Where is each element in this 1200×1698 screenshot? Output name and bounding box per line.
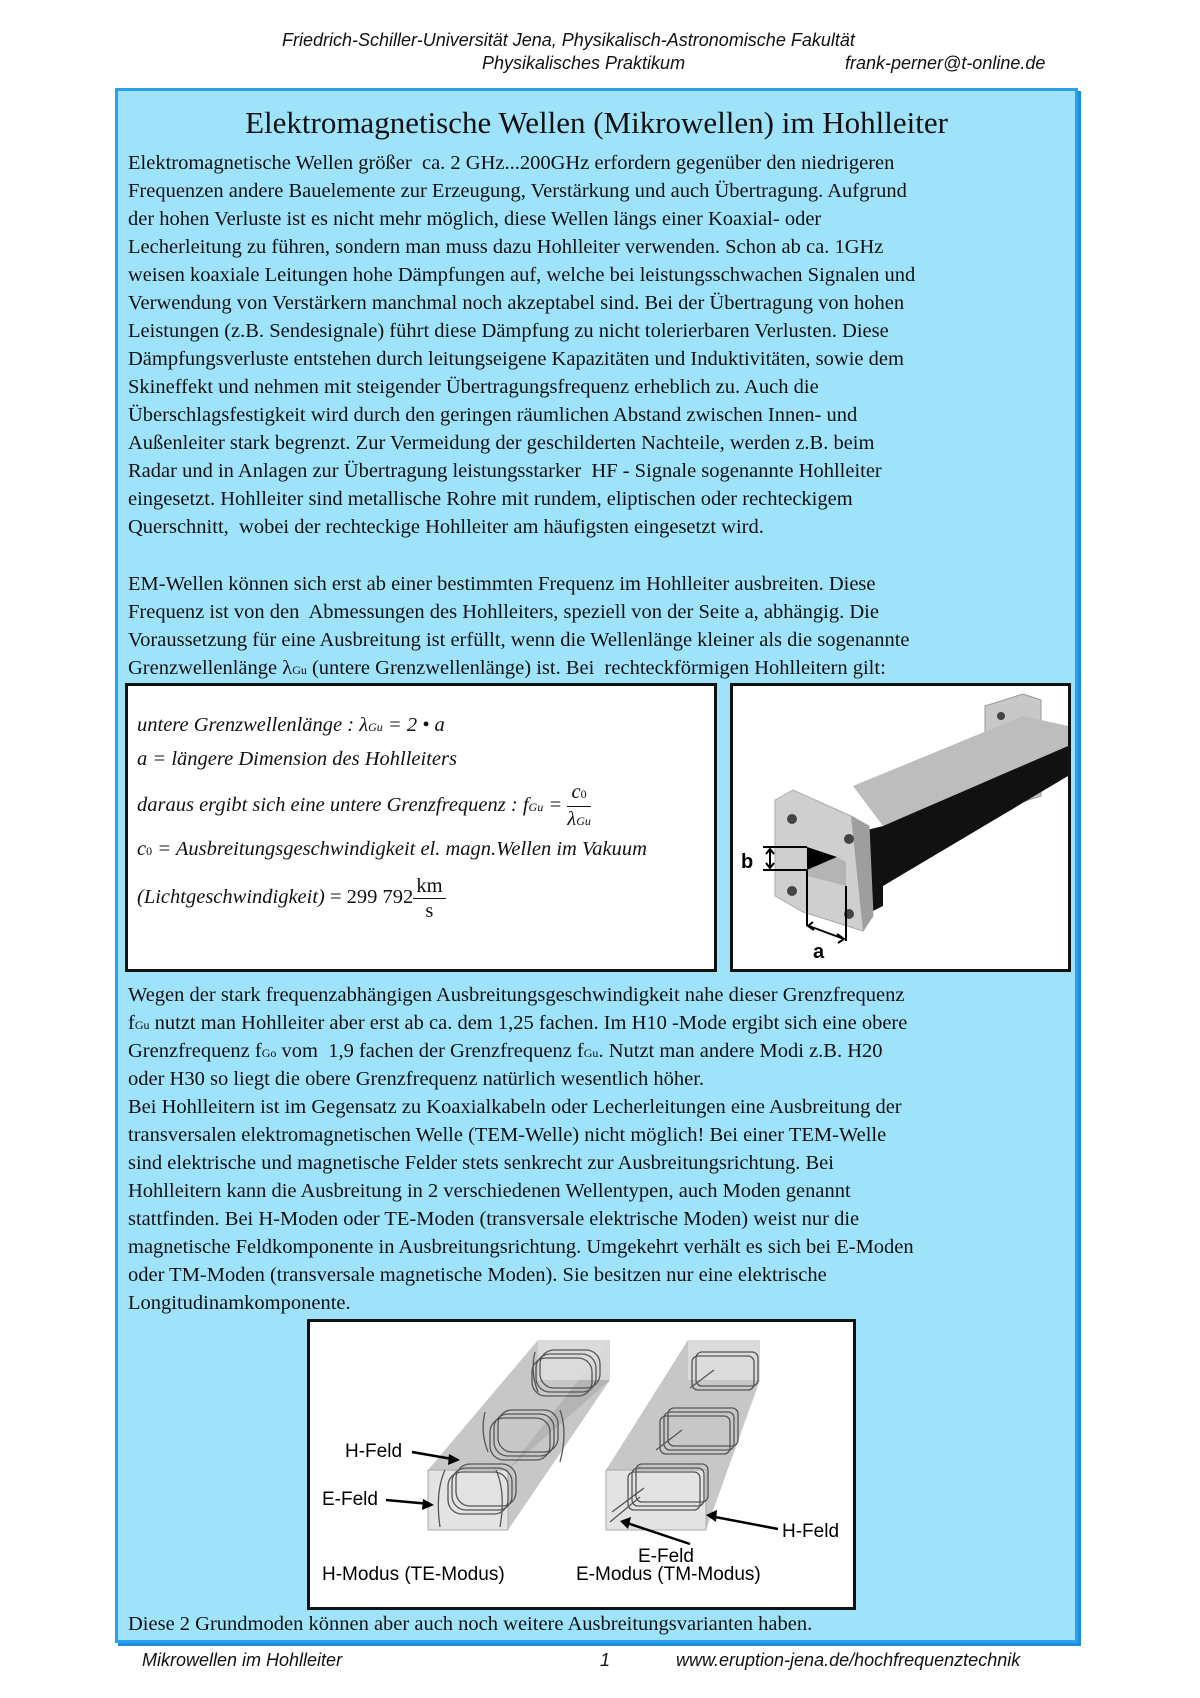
text-line: oder H30 so liegt die obere Grenzfrequenz natürlich wesentlich höher. <box>128 1068 705 1090</box>
modes-illustration <box>307 1319 856 1610</box>
text-line: Verwendung von Verstärkern manchmal noch akzeptabel sind. Bei der Übertragung von hohen <box>128 292 905 314</box>
formula-c0-definition: c0 = Ausbreitungsgeschwindigkeit el. magn.Wellen im Vakuum <box>137 838 647 860</box>
text-line: Querschnitt, wobei der rechteckige Hohlleiter am häufigsten eingesetzt wird. <box>128 516 764 538</box>
te-e-field-label: E-Feld <box>322 1489 378 1510</box>
page-title: Elektromagnetische Wellen (Mikrowellen) im Hohlleiter <box>245 105 948 140</box>
text-line: eingesetzt. Hohlleiter sind metallische Rohre mit rundem, eliptischen oder rechteckigem <box>128 488 853 510</box>
formula-cutoff-frequency: daraus ergibt sich eine untere Grenzfrequenz : fGu = $\frac{c0}{\text{λGu}}$ <box>137 780 591 833</box>
text-line: magnetische Feldkomponente in Ausbreitungsrichtung. Umgekehrt verhält es sich bei E-Moden <box>128 1236 914 1258</box>
tm-e-field-label: E-Feld <box>638 1546 694 1567</box>
text-line: Voraussetzung für eine Ausbreitung ist erfüllt, wenn die Wellenlänge kleiner als die sogenannte <box>128 629 910 651</box>
header-email: frank-perner@t-online.de <box>845 53 1046 73</box>
formula-box <box>125 683 717 972</box>
tm-mode-caption: E-Modus (TM-Modus) <box>576 1564 761 1585</box>
rectangular-waveguide-drawing <box>733 686 1068 969</box>
closing-sentence: Diese 2 Grundmoden können aber auch noch weitere Ausbreitungsvarianten haben. <box>128 1613 813 1635</box>
text-line: Radar und in Anlagen zur Übertragung leistungsstarker HF - Signale sogenannte Hohlleiter <box>128 460 882 482</box>
text-line: fGu nutzt man Hohlleiter aber erst ab ca. dem 1,25 fachen. Im H10 -Mode ergibt sich eine obere <box>128 1012 908 1034</box>
text-line: weisen koaxiale Leitungen hohe Dämpfungen auf, welche bei leistungsschwachen Signalen und <box>128 264 916 286</box>
text-line: transversalen elektromagnetischen Welle (TEM-Welle) nicht möglich! Bei einer TEM-Welle <box>128 1124 887 1146</box>
te-mode-waveguide <box>428 1340 610 1530</box>
text-line: Wegen der stark frequenzabhängigen Ausbreitungsgeschwindigkeit nahe dieser Grenzfrequenz <box>128 984 905 1006</box>
text-line: Elektromagnetische Wellen größer ca. 2 GHz...200GHz erfordern gegenüber den niedrigeren <box>128 152 895 174</box>
page-number: 1 <box>600 1650 611 1670</box>
text-line: Außenleiter stark begrenzt. Zur Vermeidung der geschilderten Nachteile, werden z.B. beim <box>128 432 875 454</box>
text-line: der hohen Verluste ist es nicht mehr möglich, diese Wellen längs einer Koaxial- oder <box>128 208 822 230</box>
text-line: sind elektrische und magnetische Felder stets senkrecht zur Ausbreitungsrichtung. Bei <box>128 1152 834 1174</box>
text-line: Grenzfrequenz fGo vom 1,9 fachen der Grenzfrequenz fGu. Nutzt man andere Modi z.B. H20 <box>128 1040 883 1062</box>
tm-h-field-label: H-Feld <box>782 1521 840 1542</box>
formula-cutoff-wavelength: untere Grenzwellenlänge : λGu = 2 • a <box>137 714 445 736</box>
dimension-label-b: b <box>741 851 754 873</box>
formula-dimension-a: a = längere Dimension des Hohlleiters <box>137 748 457 770</box>
te-h-field-label: H-Feld <box>345 1441 403 1462</box>
text-line: Bei Hohlleitern ist im Gegensatz zu Koaxialkabeln oder Lecherleitungen eine Ausbreitung der <box>128 1096 902 1118</box>
header-department: Physikalisches Praktikum <box>482 53 686 73</box>
tm-mode-waveguide <box>606 1340 760 1530</box>
content-frame <box>115 88 1078 1643</box>
text-line: Überschlagsfestigkeit wird durch den geringen räumlichen Abstand zwischen Innen- und <box>128 404 858 426</box>
text-line: stattfinden. Bei H-Moden oder TE-Moden (transversale elektrische Moden) weist nur die <box>128 1208 860 1230</box>
fraction-c0-over-lambda: $\frac{c0}{\text{λGu}}$ <box>567 781 591 830</box>
text-line: Dämpfungsverluste entstehen durch leitungseigene Kapazitäten und Induktivitäten, sowie dem <box>128 348 904 370</box>
text-line: Frequenzen andere Bauelemente zur Erzeugung, Verstärkung und auch Übertragung. Aufgrund <box>128 180 907 202</box>
dimension-label-a: a <box>813 941 825 963</box>
formula-light-speed: (Lichtgeschwindigkeit) = 299 792 $\frac{km}{s}$ <box>137 874 446 923</box>
text-line: Lecherleitung zu führen, sondern man muss dazu Hohlleiter verwenden. Schon ab ca. 1GHz <box>128 236 884 258</box>
header-institution: Friedrich-Schiller-Universität Jena, Physikalisch-Astronomische Fakultät <box>282 30 855 50</box>
text-line: Grenzwellenlänge λGu (untere Grenzwellenlänge) ist. Bei rechteckförmigen Hohlleitern gilt: <box>128 657 886 679</box>
te-tm-mode-drawing <box>310 1322 853 1607</box>
text-line: EM-Wellen können sich erst ab einer bestimmten Frequenz im Hohlleiter ausbreiten. Diese <box>128 573 876 595</box>
te-mode-caption: H-Modus (TE-Modus) <box>322 1564 505 1585</box>
waveguide-illustration <box>730 683 1071 972</box>
footer-title: Mikrowellen im Hohlleiter <box>142 1650 343 1670</box>
text-line: Hohlleitern kann die Ausbreitung in 2 verschiedenen Wellentypen, auch Moden genannt <box>128 1180 851 1202</box>
footer-url: www.eruption-jena.de/hochfrequenztechnik <box>676 1650 1021 1670</box>
text-line: oder TM-Moden (transversale magnetische Moden). Sie besitzen nur eine elektrische <box>128 1264 827 1286</box>
text-line: Frequenz ist von den Abmessungen des Hohlleiters, speziell von der Seite a, abhängig. Die <box>128 601 879 623</box>
text-line: Skineffekt und nehmen mit steigender Übertragungsfrequenz erheblich zu. Auch die <box>128 376 819 398</box>
text-line: Longitudinamkomponente. <box>128 1292 351 1314</box>
text-line: Leistungen (z.B. Sendesignale) führt diese Dämpfung zu nicht tolerierbaren Verlusten. Diese <box>128 320 889 342</box>
fraction-km-per-s: $\frac{km}{s}$ <box>413 874 445 923</box>
